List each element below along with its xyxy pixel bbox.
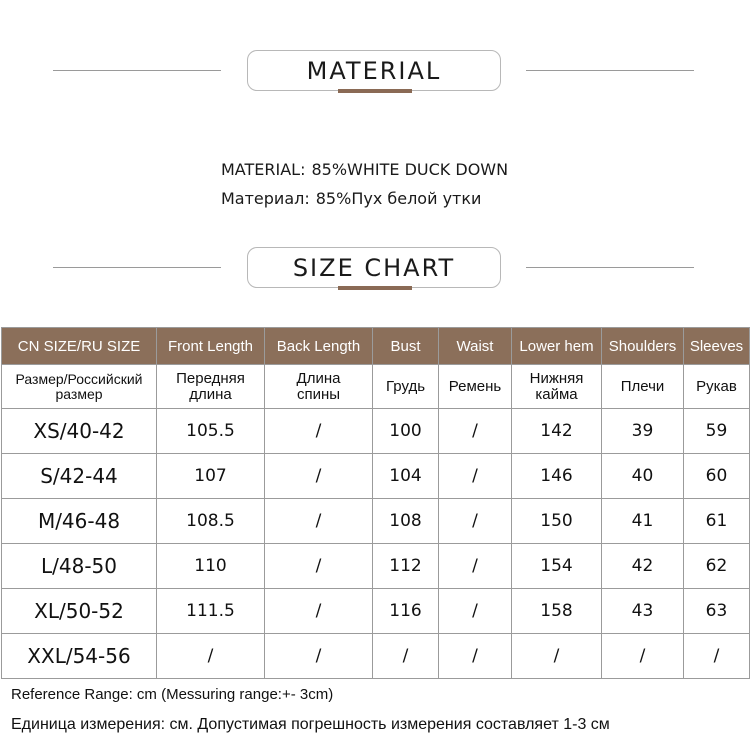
divider-left bbox=[53, 70, 221, 71]
header-ru-waist: Ремень bbox=[439, 365, 512, 409]
material-value-en: 85%WHITE DUCK DOWN bbox=[311, 160, 509, 179]
table-row bbox=[2, 409, 750, 454]
reference-range-en: Reference Range: cm (Messuring range:+- 3cm) bbox=[11, 686, 334, 703]
size-cell: XS/40-42 bbox=[2, 409, 157, 454]
size-chart-banner-title: SIZE CHART bbox=[292, 253, 456, 282]
shoulders-cell: 41 bbox=[602, 499, 684, 544]
back-length-cell: / bbox=[265, 454, 373, 499]
material-banner-underline bbox=[338, 89, 412, 93]
header-sleeves: Sleeves bbox=[684, 328, 750, 365]
header-waist: Waist bbox=[439, 328, 512, 365]
table-row bbox=[2, 499, 750, 544]
header-shoulders: Shoulders bbox=[602, 328, 684, 365]
sleeves-cell: 63 bbox=[684, 589, 750, 634]
waist-cell: / bbox=[439, 454, 512, 499]
header-ru-shoulders: Плечи bbox=[602, 365, 684, 409]
size-chart-table bbox=[1, 327, 750, 679]
table-row bbox=[2, 589, 750, 634]
reference-range-ru: Единица измерения: см. Допустимая погрешность измерения составляет 1-3 см bbox=[11, 716, 610, 733]
shoulders-cell: 39 bbox=[602, 409, 684, 454]
material-line-en bbox=[221, 160, 508, 179]
bust-cell: 104 bbox=[373, 454, 439, 499]
shoulders-cell: 43 bbox=[602, 589, 684, 634]
size-cell: M/46-48 bbox=[2, 499, 157, 544]
material-label-ru: Материал: bbox=[221, 189, 310, 208]
lower-hem-cell: 142 bbox=[512, 409, 602, 454]
size-cell: S/42-44 bbox=[2, 454, 157, 499]
lower-hem-cell: 146 bbox=[512, 454, 602, 499]
header-ru-size: Размер/Российский размер bbox=[2, 365, 157, 409]
table-header-ru-row bbox=[2, 365, 750, 409]
size-cell: L/48-50 bbox=[2, 544, 157, 589]
material-label-en: MATERIAL: bbox=[221, 160, 306, 179]
shoulders-cell: / bbox=[602, 634, 684, 679]
size-chart-banner-underline bbox=[338, 286, 412, 290]
shoulders-cell: 42 bbox=[602, 544, 684, 589]
header-ru-bust: Грудь bbox=[373, 365, 439, 409]
bust-cell: / bbox=[373, 634, 439, 679]
size-cell: XXL/54-56 bbox=[2, 634, 157, 679]
sleeves-cell: 59 bbox=[684, 409, 750, 454]
header-bust: Bust bbox=[373, 328, 439, 365]
back-length-cell: / bbox=[265, 634, 373, 679]
sleeves-cell: / bbox=[684, 634, 750, 679]
divider-left bbox=[53, 267, 221, 268]
sleeves-cell: 62 bbox=[684, 544, 750, 589]
waist-cell: / bbox=[439, 409, 512, 454]
front-length-cell: / bbox=[157, 634, 265, 679]
header-back-length: Back Length bbox=[265, 328, 373, 365]
front-length-cell: 110 bbox=[157, 544, 265, 589]
header-ru-lower-hem: Нижняя кайма bbox=[512, 365, 602, 409]
material-banner-title: MATERIAL bbox=[306, 56, 442, 85]
header-ru-back-length: Длина спины bbox=[265, 365, 373, 409]
bust-cell: 108 bbox=[373, 499, 439, 544]
header-ru-sleeves: Рукав bbox=[684, 365, 750, 409]
front-length-cell: 111.5 bbox=[157, 589, 265, 634]
back-length-cell: / bbox=[265, 499, 373, 544]
sleeves-cell: 60 bbox=[684, 454, 750, 499]
material-value-ru: 85%Пух белой утки bbox=[315, 189, 482, 208]
bust-cell: 100 bbox=[373, 409, 439, 454]
table-row bbox=[2, 544, 750, 589]
bust-cell: 116 bbox=[373, 589, 439, 634]
back-length-cell: / bbox=[265, 589, 373, 634]
lower-hem-cell: 150 bbox=[512, 499, 602, 544]
table-row bbox=[2, 454, 750, 499]
header-size: CN SIZE/RU SIZE bbox=[2, 328, 157, 365]
material-line-ru bbox=[221, 189, 481, 208]
shoulders-cell: 40 bbox=[602, 454, 684, 499]
back-length-cell: / bbox=[265, 409, 373, 454]
bust-cell: 112 bbox=[373, 544, 439, 589]
size-chart-banner bbox=[247, 247, 501, 288]
header-lower-hem: Lower hem bbox=[512, 328, 602, 365]
size-cell: XL/50-52 bbox=[2, 589, 157, 634]
front-length-cell: 108.5 bbox=[157, 499, 265, 544]
waist-cell: / bbox=[439, 544, 512, 589]
front-length-cell: 105.5 bbox=[157, 409, 265, 454]
waist-cell: / bbox=[439, 499, 512, 544]
waist-cell: / bbox=[439, 634, 512, 679]
waist-cell: / bbox=[439, 589, 512, 634]
material-banner bbox=[247, 50, 501, 91]
sleeves-cell: 61 bbox=[684, 499, 750, 544]
header-ru-front-length: Передняя длина bbox=[157, 365, 265, 409]
header-front-length: Front Length bbox=[157, 328, 265, 365]
table-row bbox=[2, 634, 750, 679]
divider-right bbox=[526, 70, 694, 71]
lower-hem-cell: / bbox=[512, 634, 602, 679]
front-length-cell: 107 bbox=[157, 454, 265, 499]
lower-hem-cell: 154 bbox=[512, 544, 602, 589]
table-header-row bbox=[2, 328, 750, 365]
lower-hem-cell: 158 bbox=[512, 589, 602, 634]
divider-right bbox=[526, 267, 694, 268]
back-length-cell: / bbox=[265, 544, 373, 589]
